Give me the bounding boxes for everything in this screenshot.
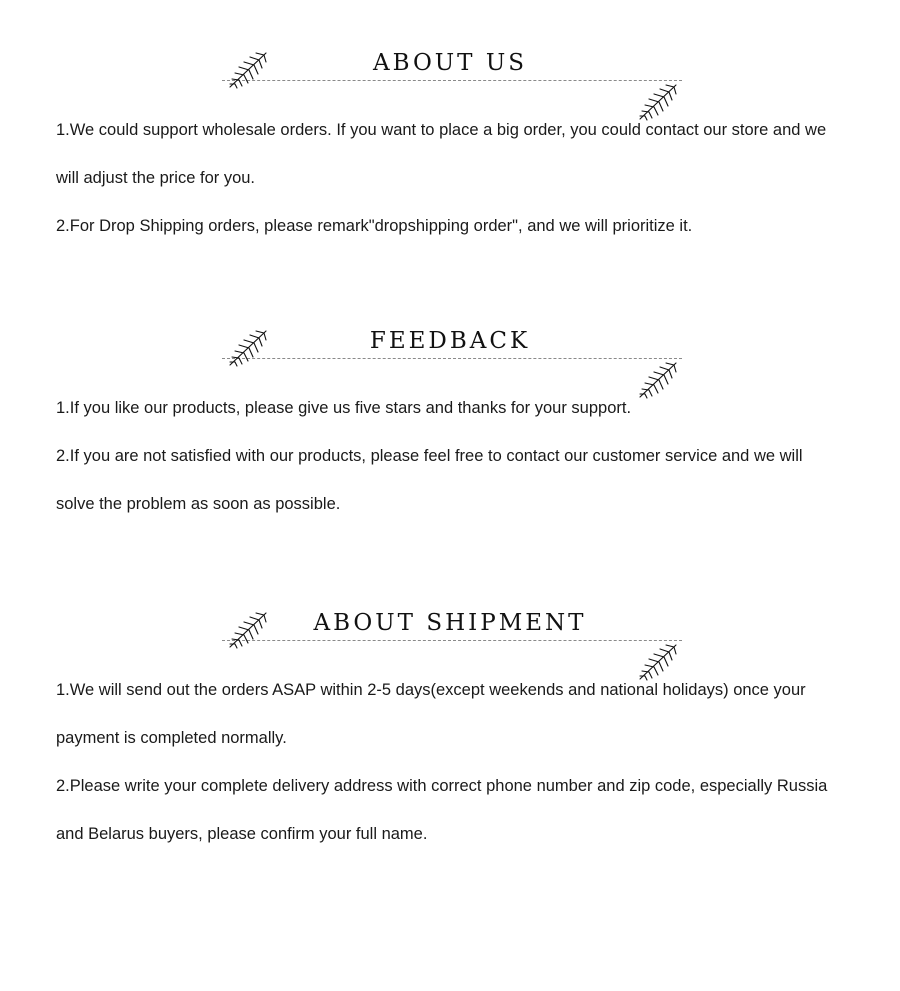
section-title-text: ABOUT SHIPMENT: [297, 610, 602, 636]
section-title: [0, 610, 900, 636]
section-heading-about-us: [0, 44, 900, 100]
section-title-text: FEEDBACK: [354, 328, 546, 354]
section-body-feedback: [0, 384, 900, 528]
paragraph: 1.We could support wholesale orders. If you want to place a big order, you could contact our store and we will adjust the price for you.: [56, 121, 827, 187]
heading-dashed-rule: [222, 80, 682, 81]
section-body-about-shipment: [0, 666, 900, 858]
fern-leaf-icon: [226, 50, 272, 90]
section-feedback: [0, 322, 900, 528]
section-title: [0, 50, 900, 76]
fern-leaf-icon: [636, 642, 682, 682]
paragraph: 2.If you are not satisfied with our products, please feel free to contact our customer service and we will solve the problem as soon as possible.: [56, 447, 803, 513]
paragraph: 2.Please write your complete delivery address with correct phone number and zip code, especially Russia and Belarus buyers, please confirm your full name.: [56, 777, 828, 843]
paragraph: 1.We will send out the orders ASAP within 2-5 days(except weekends and national holidays) once your payment is completed normally.: [56, 681, 806, 747]
top-spacer: [0, 0, 900, 44]
section-heading-feedback: [0, 322, 900, 378]
section-spacer: [0, 528, 900, 604]
section-title-text: ABOUT US: [357, 50, 543, 76]
section-title: [0, 328, 900, 354]
section-heading-about-shipment: [0, 604, 900, 660]
section-body-about-us: [0, 106, 900, 250]
fern-leaf-icon: [226, 328, 272, 368]
heading-dashed-rule: [222, 358, 682, 359]
section-about-us: [0, 44, 900, 250]
section-spacer: [0, 250, 900, 322]
paragraph: 2.For Drop Shipping orders, please remark"dropshipping order", and we will prioritize it.: [56, 217, 693, 235]
fern-leaf-icon: [636, 82, 682, 122]
fern-leaf-icon: [636, 360, 682, 400]
fern-leaf-icon: [226, 610, 272, 650]
heading-dashed-rule: [222, 640, 682, 641]
paragraph: 1.If you like our products, please give us five stars and thanks for your support.: [56, 399, 632, 417]
section-about-shipment: [0, 604, 900, 858]
